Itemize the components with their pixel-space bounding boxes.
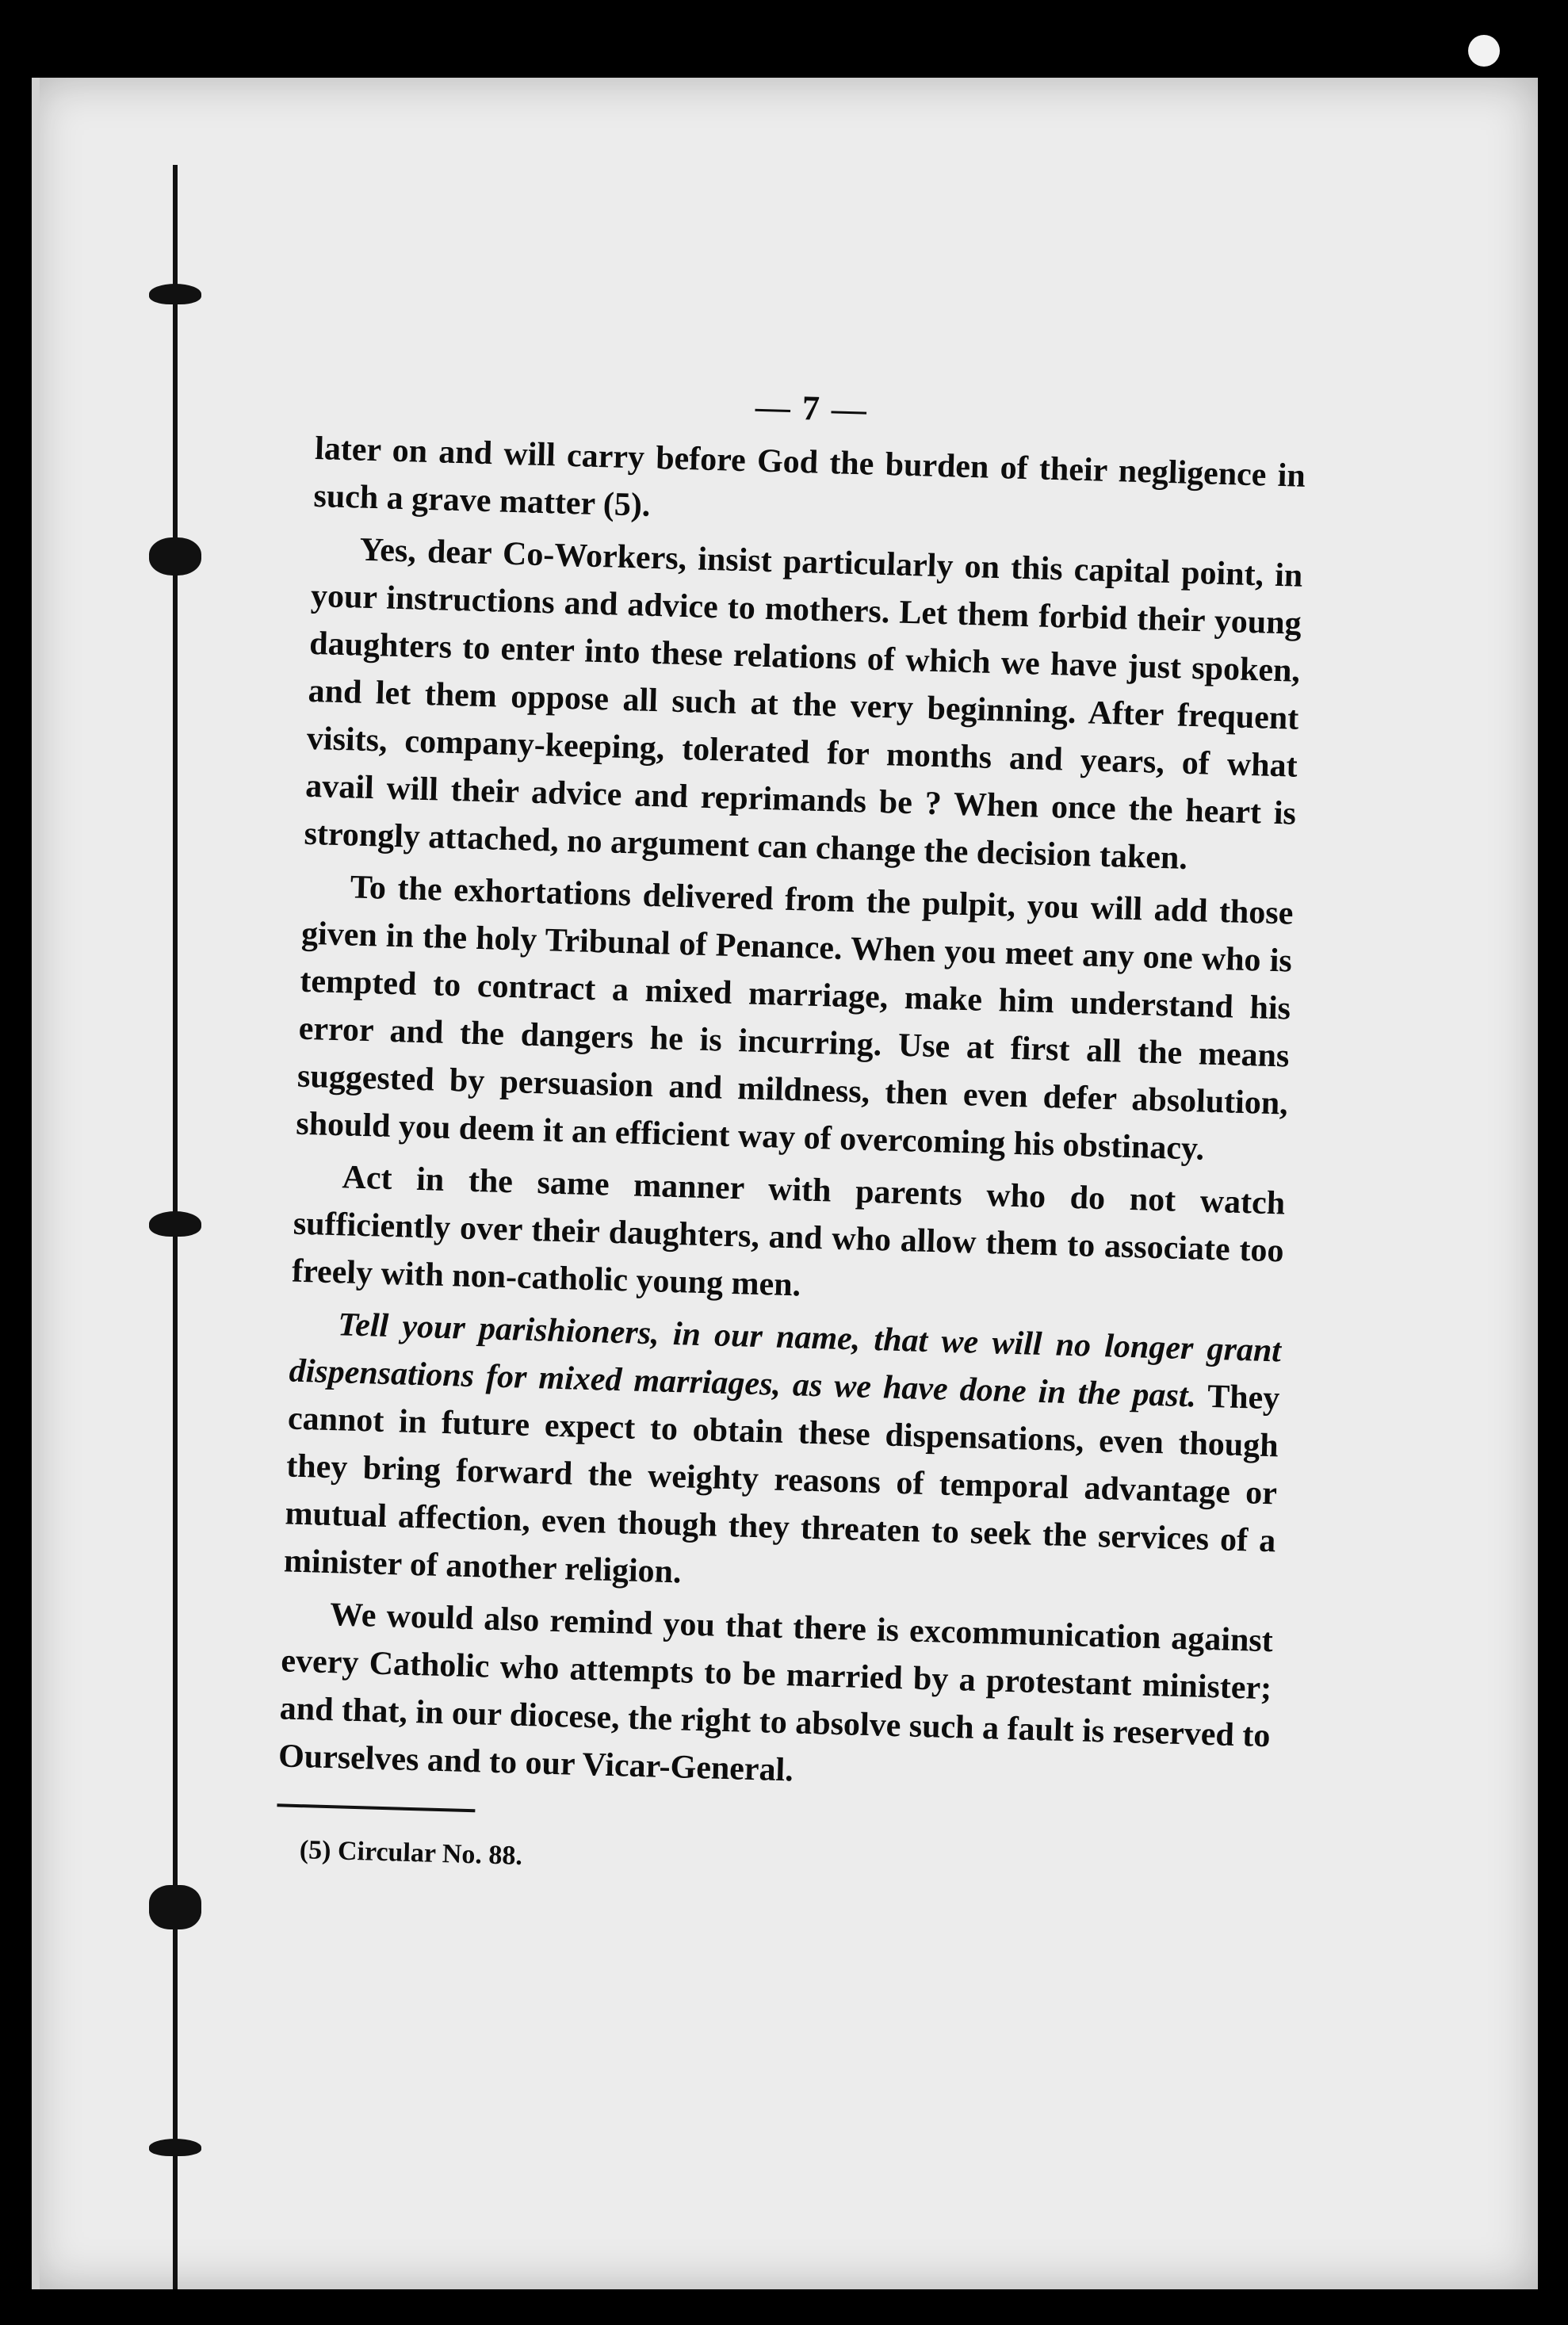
footnote-rule [277, 1803, 475, 1812]
paragraph: Act in the same manner with parents who do not watch sufficiently over their daughters, and who allow them to associate too freely with non-catholic young men. [291, 1159, 1286, 1304]
scan-speck [1468, 35, 1500, 67]
binding-clip [149, 2139, 201, 2156]
paragraph [283, 1300, 1282, 1613]
paragraph-text: They cannot in future expect to obtain these dispensations, even though they bring forward the weighty reasons of temporal advantage or mutual affection, even though they threaten to seek the services of a minister of another religion. [283, 1378, 1280, 1591]
footnote: (5) Circular No. 88. [299, 1835, 523, 1871]
paragraph: later on and will carry before God the burden of their negligence in such a grave matter (5). [312, 430, 1306, 524]
italic-passage: Tell your parishioners, in our name, that we will no longer grant dispensations for mixed marriages, as we have done in the past. [289, 1306, 1282, 1415]
paragraph: Yes, dear Co-Workers, insist particularly on this capital point, in your instructions and advice to mothers. Let them forbid their young daughters to enter into these relations of which we have just spoken, and let them oppose all such at the very beginning. After frequent visits, company-keeping, tolerated for months and years, of what avail will their advice and reprimands be ? When once the heart is strongly attached, no argument can change the decision taken. [304, 531, 1303, 877]
page-text [275, 371, 1307, 1895]
page-number: — 7 — [755, 387, 869, 430]
binding-clip [149, 1211, 201, 1237]
document-page [32, 78, 1538, 2289]
binding-clip [149, 284, 201, 304]
binding-clip [149, 1885, 201, 1929]
paragraph: To the exhortations delivered from the pulpit, you will add those given in the holy Tribunal of Penance. When you meet any one who is tempted to contract a mixed marriage, make him understand his error and the dangers he is incurring. Use at first all the means suggested by persuasion and mildness, then even defer absolution, should you deem it an efficient way of overcoming his obstinacy. [295, 869, 1295, 1168]
paragraph: We would also remind you that there is excommunication against every Catholic who attempts to be married by a protestant minister; and that, in our diocese, the right to absolve such a fault is reserved to Ourselves and to our Vicar-General. [277, 1597, 1274, 1789]
binding-clip [149, 537, 201, 576]
